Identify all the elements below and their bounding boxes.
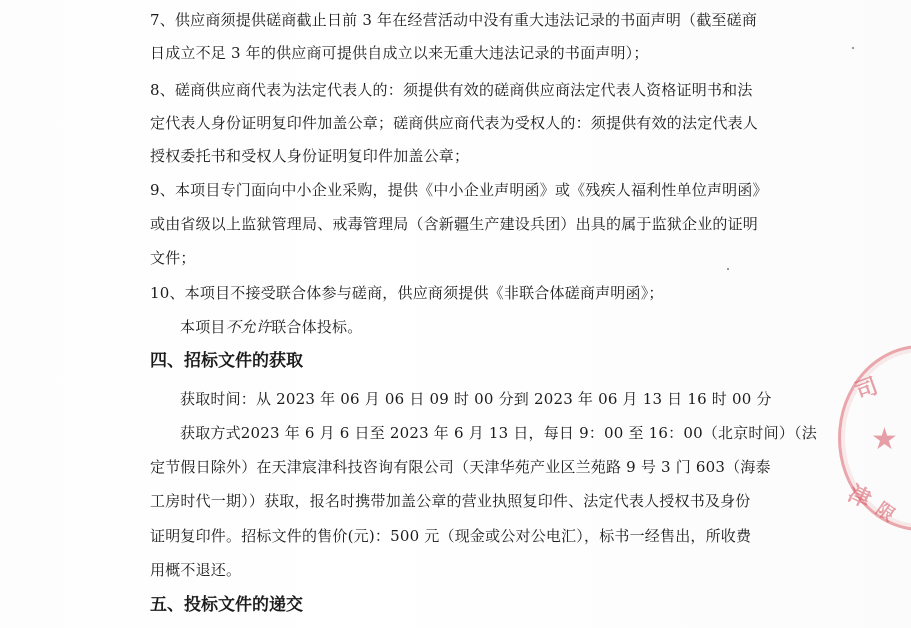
acquisition-method-line5: 用概不退还。 — [150, 561, 242, 579]
consortium-suffix: 联合体投标。 — [271, 318, 363, 336]
scan-speck — [727, 268, 729, 270]
item8-line2: 定代表人身份证明复印件加盖公章；磋商供应商代表为受权人的：须提供有效的法定代表人 — [150, 114, 759, 132]
seal-char-4: 限 — [871, 498, 899, 526]
item8-line3: 授权委托书和受权人身份证明复印件加盖公章； — [150, 147, 470, 165]
acquisition-method-line3: 工房时代一期））获取，报名时携带加盖公章的营业执照复印件、法定代表人授权书及身份 — [150, 492, 751, 510]
scan-speck — [852, 47, 854, 49]
seal-star-icon: ★ — [871, 422, 898, 457]
acquisition-method-line1: 获取方式2023 年 6 月 6 日至 2023 年 6 月 13 日，每日 9：00 至 16：00（北京时间）（法 — [180, 424, 817, 442]
acquisition-time-line: 获取时间：从 2023 年 06 月 06 日 09 时 00 分到 2023 年 06 月 13 日 16 时 00 分 — [180, 390, 772, 408]
item9-line1: 9、本项目专门面向中小企业采购，提供《中小企业声明函》或《残疾人福利性单位声明函》 — [150, 181, 768, 199]
item10-line1: 10、本项目不接受联合体参与磋商，供应商须提供《非联合体磋商声明函》； — [150, 284, 664, 302]
acquisition-method-line2: 定节假日除外）在天津宸津科技咨询有限公司（天津华苑产业区兰苑路 9 号 3 门 603（海泰 — [150, 458, 771, 476]
consortium-prefix: 本项目 — [180, 318, 226, 336]
item9-line3: 文件； — [150, 249, 196, 267]
consortium-italic: 不允许 — [225, 318, 272, 336]
company-seal — [838, 345, 911, 531]
section4-heading: 四、招标文件的获取 — [150, 351, 303, 371]
acquisition-method-line4: 证明复印件。招标文件的售价(元)：500 元（现金或公对公电汇），标书一经售出，所收费 — [150, 527, 752, 545]
item7-line1: 7、供应商须提供磋商截止日前 3 年在经营活动中没有重大违法记录的书面声明（截至磋商 — [150, 11, 758, 29]
item8-line1: 8、磋商供应商代表为法定代表人的：须提供有效的磋商供应商法定代表人资格证明书和法 — [150, 81, 753, 99]
seal-char-3: 津 — [843, 481, 875, 514]
seal-char-1: 司 — [852, 373, 882, 405]
item7-line2: 日成立不足 3 年的供应商可提供自成立以来无重大违法记录的书面声明）； — [150, 44, 649, 62]
section5-heading: 五、投标文件的递交 — [150, 595, 303, 615]
consortium-line — [180, 317, 362, 337]
item9-line2: 或由省级以上监狱管理局、戒毒管理局（含新疆生产建设兵团）出具的属于监狱企业的证明 — [150, 215, 759, 233]
